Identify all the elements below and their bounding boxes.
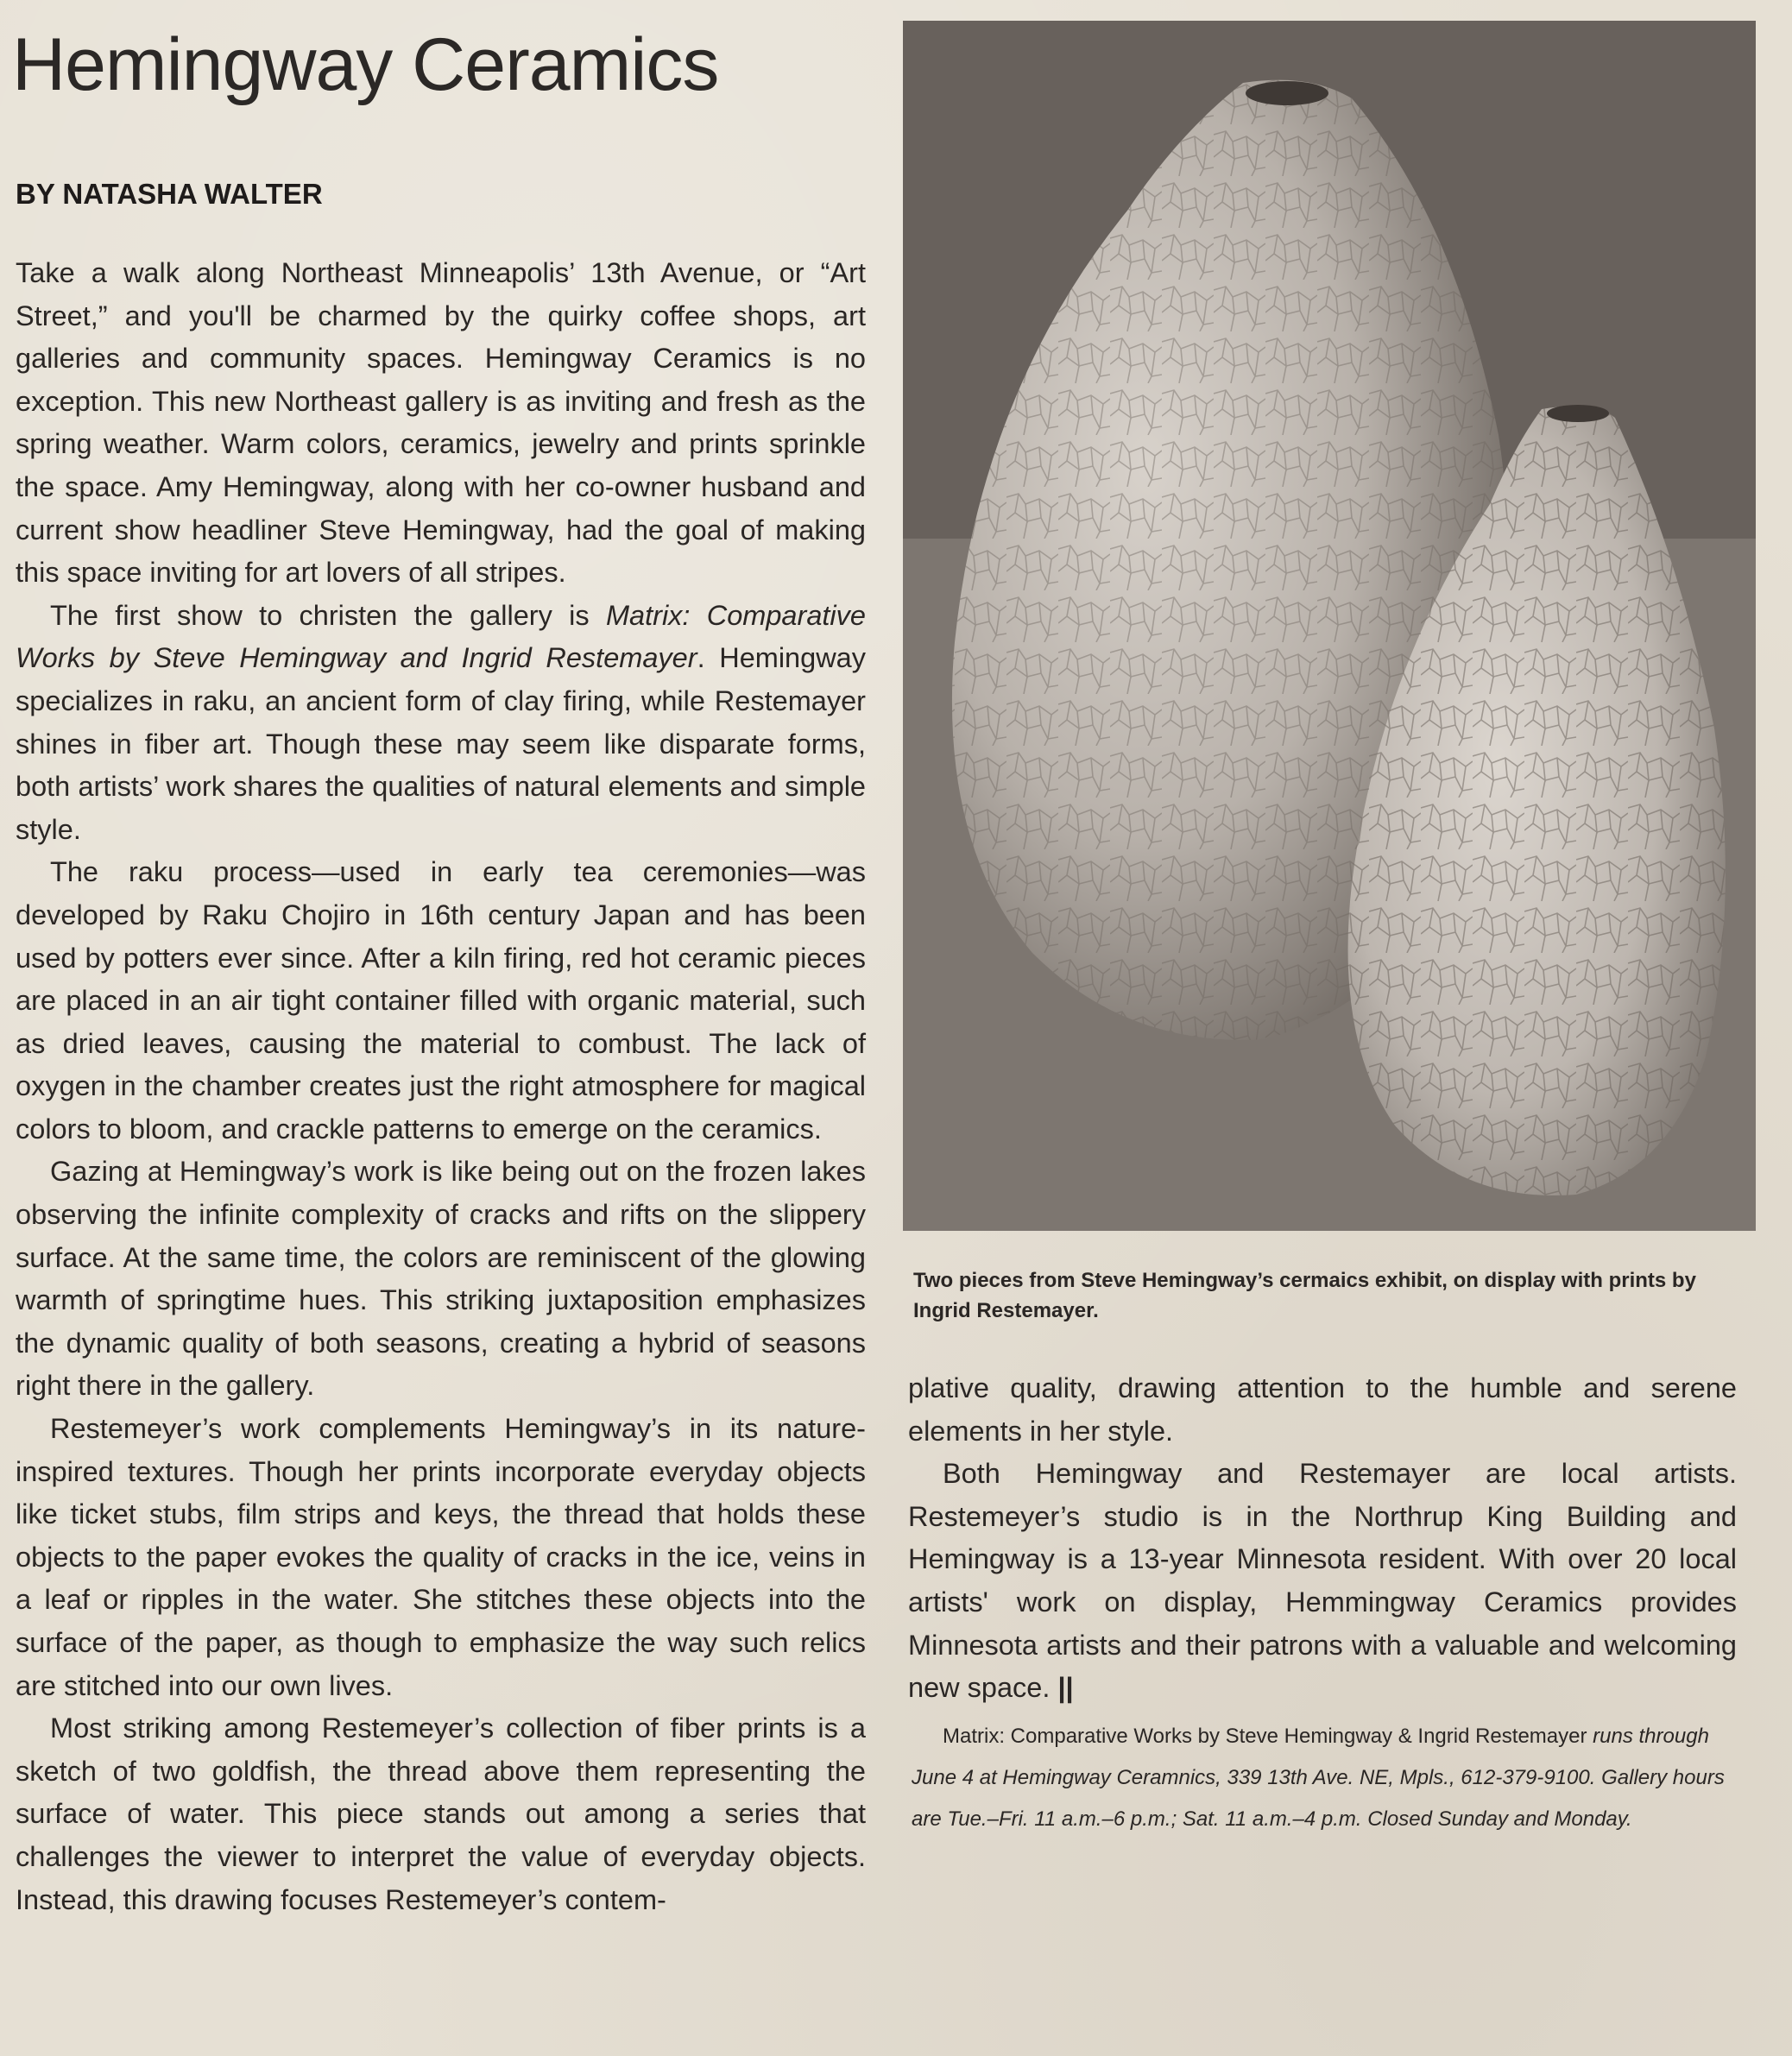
paragraph-7: plative quality, drawing attention to the humble and serene elements in her style. bbox=[908, 1372, 1737, 1447]
ceramics-photo bbox=[903, 21, 1756, 1231]
exhibit-title: Matrix: Comparative Works by Steve Hemingway and Ingrid Restemayer bbox=[16, 599, 866, 674]
raku-vases-image bbox=[903, 21, 1756, 1231]
exhibit-info-details: runs through June 4 at Hemingway Ceramnics, 339 13th Ave. NE, Mpls., 612-379-9100. Gallery hours are Tue.–Fri. 11 a.m.–6 p.m.; Sat. 11 a.m.–4 p.m. Closed Sunday and Monday. bbox=[912, 1725, 1725, 1831]
byline: BY NATASHA WALTER bbox=[16, 178, 323, 210]
paragraph-5: Restemeyer’s work complements Hemingway’s in its nature-inspired textures. Though her prints incorporate everyday objects like ticket stubs, film strips and keys, the thread that holds these objects to the paper evokes the quality of cracks in the ice, veins in a leaf or ripples in the water. She stitches these objects into the surface of the paper, as though to emphasize the way such relics are stitched into our own lives. bbox=[16, 1413, 866, 1701]
paragraph-2 bbox=[16, 595, 866, 852]
photo-caption: Two pieces from Steve Hemingway’s cermaics exhibit, on display with prints by Ingrid Restemayer. bbox=[913, 1269, 1696, 1322]
paragraph-2-lead: The first show to christen the gallery is bbox=[50, 599, 606, 631]
article-body-left-column bbox=[16, 252, 866, 1921]
paragraph-1: Take a walk along Northeast Minneapolis’ 13th Avenue, or “Art Street,” and you'll be charmed by the quirky coffee shops, art galleries and community spaces. Hemingway Ceramics is no exception. This new Northeast gallery is as inviting and fresh as the spring weather. Warm colors, ceramics, jewelry and prints sprinkle the space. Amy Hemingway, along with her co-owner husband and current show headliner Steve Hemingway, had the goal of making this space inviting for art lovers of all stripes. bbox=[16, 257, 866, 589]
end-mark: || bbox=[1057, 1672, 1074, 1704]
paragraph-6: Most striking among Restemeyer’s collection of fiber prints is a sketch of two goldfish, the thread above them representing the surface of water. This piece stands out among a series that challenges the viewer to interpret the value of everyday objects. Instead, this drawing focuses Restemeyer’s contem- bbox=[16, 1712, 866, 1915]
article-body-right-column bbox=[908, 1367, 1737, 1710]
paragraph-8 bbox=[908, 1453, 1737, 1710]
paragraph-3: The raku process—used in early tea ceremonies—was developed by Raku Chojiro in 16th century Japan and has been used by potters ever since. After a kiln firing, red hot ceramic pieces are placed in an air tight container filled with organic material, such as dried leaves, causing the material to combust. The lack of oxygen in the chamber creates just the right atmosphere for magical colors to bloom, and crackle patterns to emerge on the ceramics. bbox=[16, 856, 866, 1145]
paragraph-4: Gazing at Hemingway’s work is like being out on the frozen lakes observing the infinite complexity of cracks and rifts on the slippery surface. At the same time, the colors are reminiscent of the glowing warmth of springtime hues. This striking juxtaposition emphasizes the dynamic quality of both seasons, creating a hybrid of seasons right there in the gallery. bbox=[16, 1156, 866, 1402]
paragraph-8-text: Both Hemingway and Restemayer are local artists. Restemeyer’s studio is in the Northrup King Building and Hemingway is a 13-year Minnesota resident. With over 20 local artists' work on display, Hemmingway Ceramics provides Minnesota artists and their patrons with a valuable and welcoming new space. bbox=[908, 1458, 1737, 1704]
exhibit-info-lead: Matrix: Comparative Works by Steve Hemingway & Ingrid Restemayer bbox=[943, 1725, 1587, 1748]
exhibit-info-box bbox=[912, 1716, 1756, 1840]
article-title: Hemingway Ceramics bbox=[12, 23, 719, 106]
paragraph-2-rest: . Hemingway specializes in raku, an ancient form of clay firing, while Restemayer shines in fiber art. Though these may seem like disparate forms, both artists’ work shares the qualities of natural elements and simple style. bbox=[16, 642, 867, 845]
